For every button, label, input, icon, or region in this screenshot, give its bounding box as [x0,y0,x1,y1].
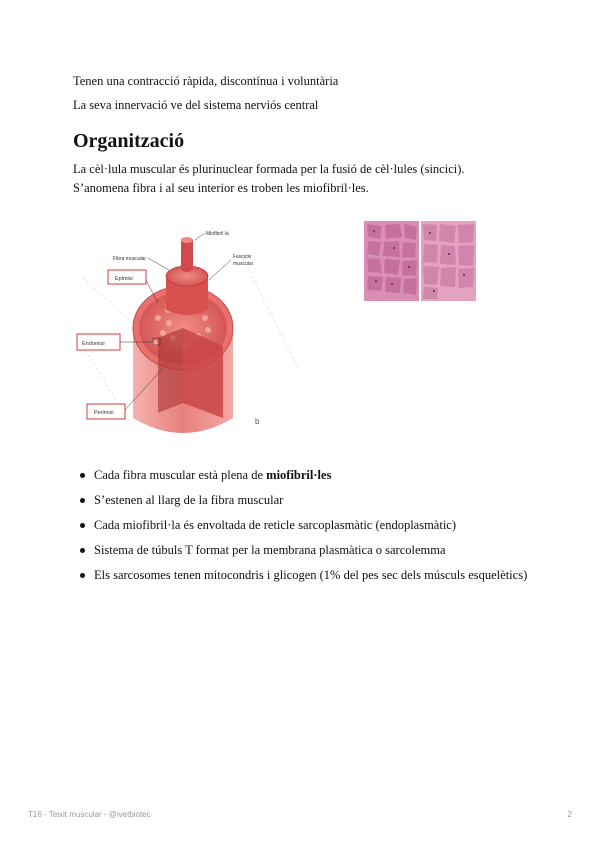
label-perimysium: Perimisi [94,410,114,416]
label-muscle-fibre: Fibra muscular [113,256,147,262]
list-item: Els sarcosomes tenen mitocondris i glicogen (1% del pes sec dels músculs esquelètics) [76,565,546,590]
page-number: 2 [567,810,572,819]
bullet-bold-term: miofibril·les [266,468,332,482]
list-item: Cada miofibril·la és envoltada de reticle sarcoplasmàtic (endoplasmàtic) [76,515,546,540]
list-item [76,465,546,490]
page-footer [28,810,572,819]
label-endomysium: Endomisi [82,341,105,347]
label-myofibril: Miofibril·la [206,231,229,237]
muscle-structure-diagram [73,218,303,443]
bullet-text: Cada fibra muscular està plena de [94,468,267,482]
section-heading: Organització [73,130,185,152]
list-item: S’estenen al llarg de la fibra muscular [76,490,546,515]
bullet-list [76,465,546,590]
footer-title: T16 - Teixit muscular - @ivetbiotec [28,810,151,819]
histology-micrograph [364,221,476,301]
text-line-innervation: La seva innervació ve del sistema nerviós central [73,98,319,112]
label-epimysium: Epimisi [115,276,133,282]
intro-paragraph: La cèl·lula muscular és plurinuclear formada per la fusió de cèl·lules (sincici). S’anomena fibra i al seu interior es troben les miofibril·les. [73,162,465,195]
panel-letter: b [255,417,260,426]
list-item: Sistema de túbuls T format per la membrana plasmàtica o sarcolemma [76,540,546,565]
text-line-contraction: Tenen una contracció ràpida, discontínua i voluntària [73,74,339,88]
label-fascicle-1: Fascicle [233,254,252,260]
label-fascicle-2: muscular [233,261,254,267]
